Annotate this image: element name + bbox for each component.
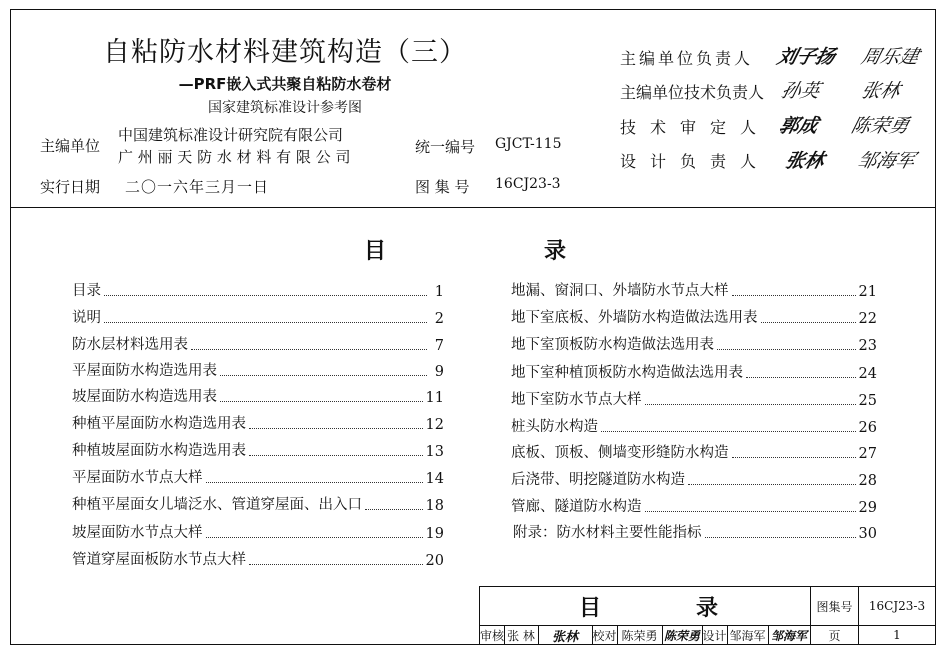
toc-entry[interactable]: 管道穿屋面板防水节点大样 20 — [72, 552, 444, 569]
title-block-atlas-label: 图集号 — [816, 599, 853, 614]
unified-number-value: GJCT-115 — [495, 136, 562, 152]
toc-entry[interactable]: 种植平屋面防水构造选用表 12 — [72, 416, 444, 433]
toc-entry[interactable]: 种植坡屋面防水构造选用表 13 — [72, 443, 444, 460]
leader-dots — [601, 431, 856, 432]
check-label: 校对 — [592, 628, 617, 643]
leader-dots — [688, 484, 856, 485]
page-title: 自粘防水材料建筑构造（三） — [103, 37, 467, 68]
title-block-title-right: 录 — [695, 594, 718, 621]
signature-1b: 周乐建 — [858, 46, 922, 68]
checker-name: 陈荣勇 — [621, 628, 658, 643]
toc-entry[interactable]: 地下室底板、外墙防水构造做法选用表 22 — [511, 310, 877, 327]
signature-1a: 刘子扬 — [774, 46, 838, 68]
toc-entry[interactable]: 坡屋面防水节点大样 19 — [72, 525, 444, 542]
leader-dots — [732, 457, 856, 458]
toc-entry[interactable]: 后浇带、明挖隧道防水构造 28 — [511, 472, 877, 489]
leader-dots — [104, 322, 427, 323]
toc-entry[interactable]: 地下室顶板防水构造做法选用表 23 — [511, 337, 877, 354]
responsible-role-3: 技术审定人 — [620, 118, 771, 137]
signature-2b: 张林 — [858, 80, 903, 102]
leader-dots — [645, 511, 856, 512]
leader-dots — [717, 349, 856, 350]
leader-dots — [645, 404, 856, 405]
unified-number-label: 统一编号 — [415, 138, 476, 156]
designer-name: 邹海军 — [729, 628, 766, 643]
date-value: 二〇一六年三月一日 — [125, 178, 270, 196]
leader-dots — [249, 455, 423, 456]
title-block-title-left: 目 — [578, 594, 601, 621]
review-label: 审核 — [480, 628, 505, 643]
toc-entry[interactable]: 附录：防水材料主要性能指标 30 — [513, 525, 877, 542]
leader-dots — [220, 375, 427, 376]
editor-label: 主编单位 — [40, 137, 101, 155]
toc-entry[interactable]: 地漏、窗洞口、外墙防水节点大样 21 — [511, 283, 877, 300]
toc-entry[interactable]: 管廊、隧道防水构造 29 — [511, 499, 877, 516]
leader-dots — [249, 428, 423, 429]
signature-2a: 孙英 — [778, 80, 823, 102]
toc-entry[interactable]: 防水层材料选用表 7 — [72, 337, 444, 354]
header-divider — [10, 207, 936, 208]
responsible-role-4: 设计负责人 — [620, 152, 771, 171]
editor-unit-1: 中国建筑标准设计研究院有限公司 — [118, 126, 344, 144]
responsible-role-2: 主编单位技术负责人 — [620, 83, 765, 102]
toc-entry[interactable]: 桩头防水构造 26 — [511, 419, 877, 436]
reviewer-name: 张 林 — [507, 628, 535, 643]
design-label: 设计 — [702, 628, 727, 643]
page-number: 1 — [893, 628, 901, 642]
toc-entry[interactable]: 种植平屋面女儿墙泛水、管道穿屋面、出入口 18 — [72, 497, 444, 514]
atlas-number-value: 16CJ23-3 — [495, 176, 561, 192]
atlas-number-label: 图 集 号 — [415, 178, 470, 196]
toc-title-left: 目 — [364, 238, 387, 264]
leader-dots — [732, 295, 856, 296]
toc-title-right: 录 — [544, 238, 567, 264]
page-label: 页 — [828, 628, 841, 643]
leader-dots — [249, 564, 423, 565]
toc-entry[interactable]: 地下室种植顶板防水构造做法选用表 24 — [511, 365, 877, 382]
leader-dots — [104, 295, 427, 296]
leader-dots — [206, 537, 423, 538]
date-label: 实行日期 — [40, 178, 101, 196]
signature-3b: 陈荣勇 — [848, 115, 912, 137]
toc-entry[interactable]: 地下室防水节点大样 25 — [511, 392, 877, 409]
leader-dots — [206, 482, 423, 483]
toc-entry[interactable]: 说明 2 — [72, 310, 444, 327]
title-block — [479, 586, 936, 645]
signature-4a: 张林 — [782, 150, 827, 172]
leader-dots — [191, 349, 427, 350]
leader-dots — [746, 377, 856, 378]
designer-signature: 邹海军 — [770, 628, 807, 643]
leader-dots — [761, 322, 856, 323]
title-block-atlas-value: 16CJ23-3 — [868, 599, 926, 613]
leader-dots — [365, 509, 423, 510]
toc-entry[interactable]: 坡屋面防水构造选用表 11 — [72, 389, 444, 406]
toc-entry[interactable]: 底板、顶板、侧墙变形缝防水构造 27 — [511, 445, 877, 462]
leader-dots — [220, 401, 423, 402]
editor-unit-2: 广 州 丽 天 防 水 材 料 有 限 公 司 — [118, 148, 351, 166]
page-subtitle: —PRF嵌入式共聚自粘防水卷材 — [178, 75, 392, 93]
signature-3a: 郭成 — [776, 115, 821, 137]
toc-entry[interactable]: 目录 1 — [72, 283, 444, 300]
reviewer-signature: 张林 — [551, 629, 578, 645]
signature-4b: 邹海军 — [854, 150, 918, 172]
toc-entry[interactable]: 平屋面防水构造选用表 9 — [72, 363, 444, 380]
checker-signature: 陈荣勇 — [663, 628, 700, 643]
responsible-role-1: 主编单位负责人 — [620, 49, 754, 68]
document-category: 国家建筑标准设计参考图 — [208, 100, 362, 116]
leader-dots — [705, 537, 856, 538]
toc-entry[interactable]: 平屋面防水节点大样 14 — [72, 470, 444, 487]
